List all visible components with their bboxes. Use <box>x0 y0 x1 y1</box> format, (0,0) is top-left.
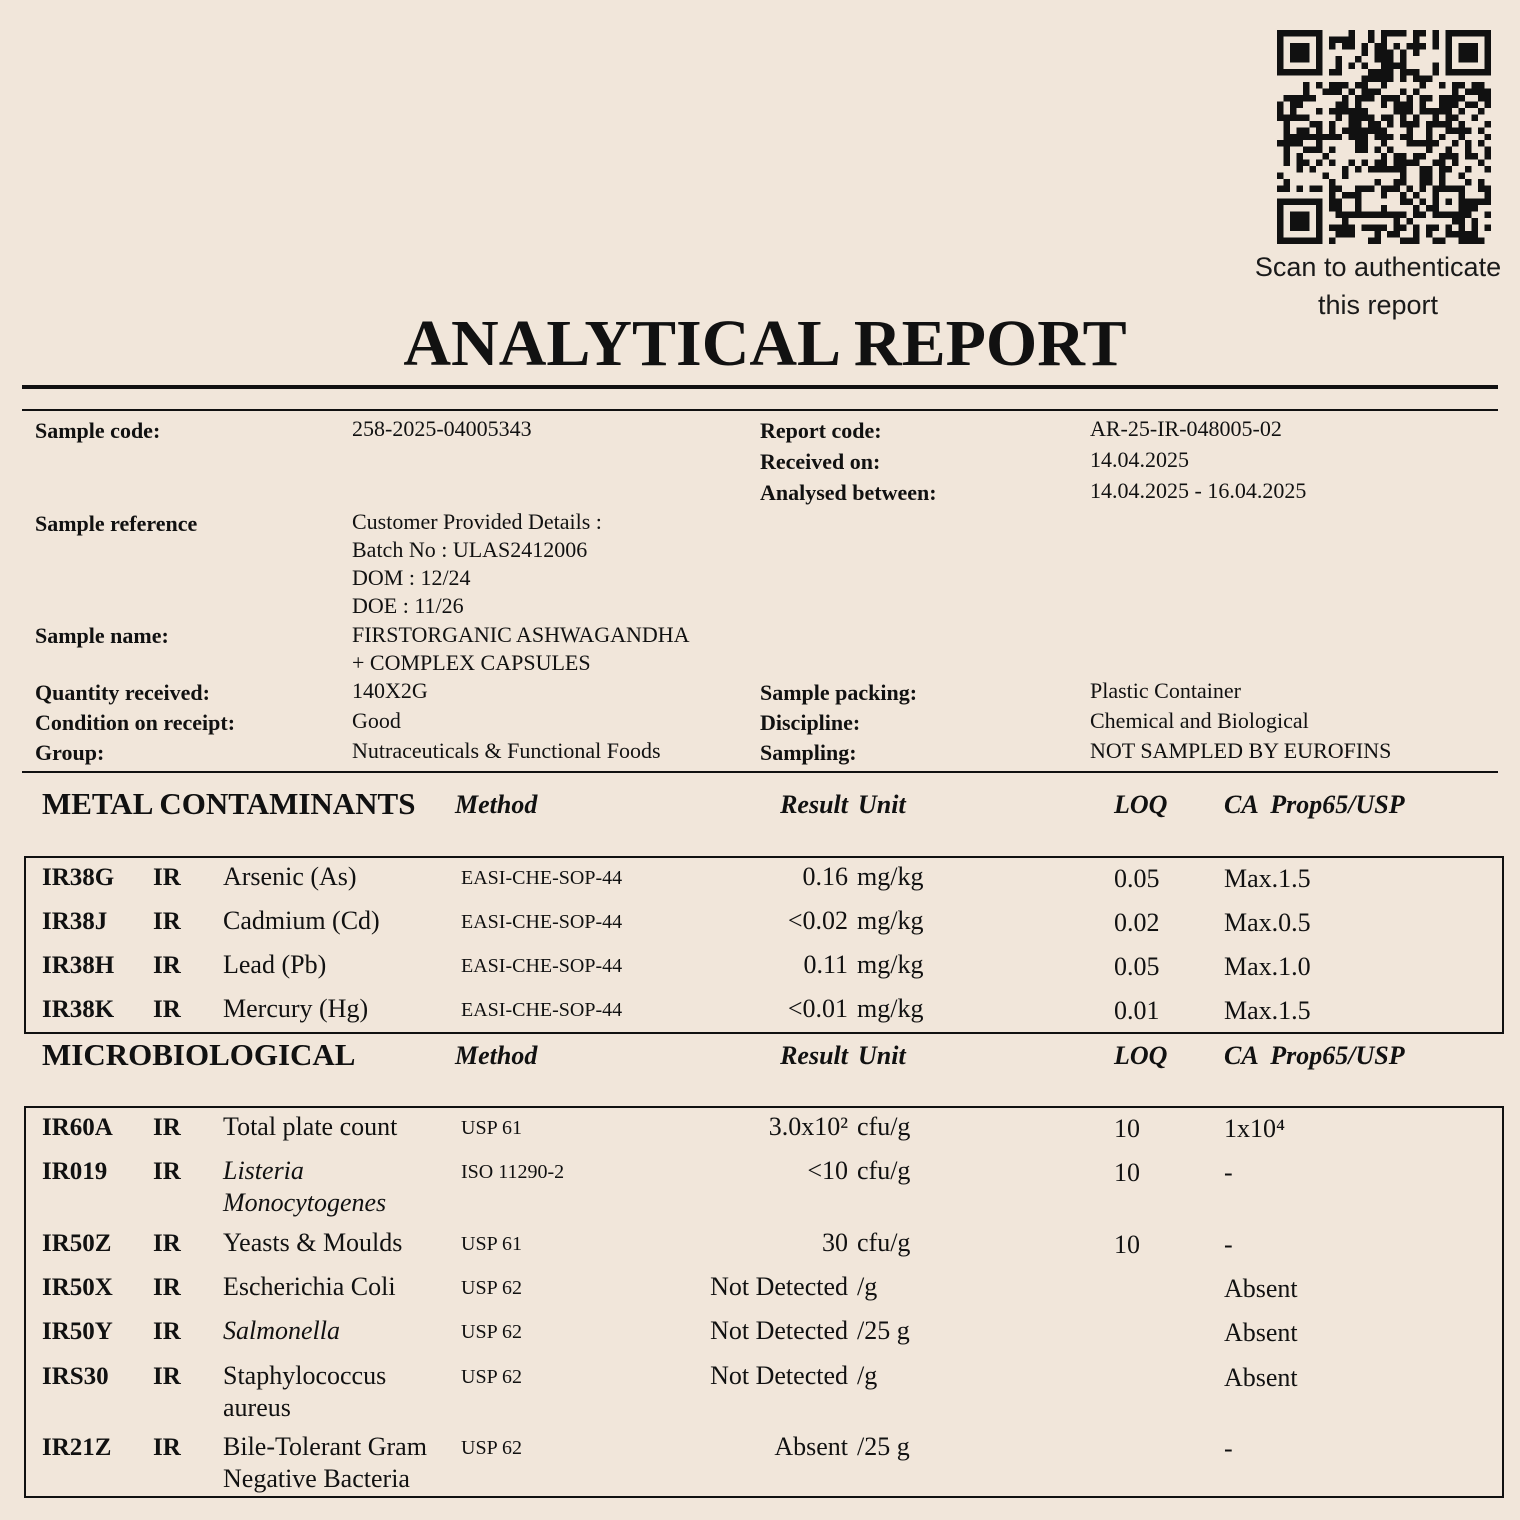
result-value: 3.0x10² <box>768 1112 848 1141</box>
report-code-label: Report code: <box>760 418 882 443</box>
lab-code: IR <box>153 864 181 891</box>
lab-code: IR <box>153 996 181 1023</box>
received-on-label: Received on: <box>760 449 881 474</box>
sample-code-value: 258-2025-04005343 <box>352 416 532 441</box>
test-code: IR50Y <box>42 1318 113 1345</box>
method-code: USP 62 <box>461 1277 522 1299</box>
discipline-value: Chemical and Biological <box>1090 708 1309 733</box>
method-code: EASI-CHE-SOP-44 <box>461 999 623 1021</box>
metals-col-limit: CA Prop65/USP <box>1224 790 1405 819</box>
group-value: Nutraceuticals & Functional Foods <box>352 738 661 763</box>
loq-value: 0.05 <box>1114 864 1160 893</box>
method-code: USP 61 <box>461 1117 522 1139</box>
parameter-name: Staphylococcus <box>223 1361 387 1390</box>
limit-value: Absent <box>1224 1274 1298 1303</box>
unit-value: /g <box>857 1272 878 1301</box>
loq-value: 10 <box>1114 1158 1140 1187</box>
unit-value: mg/kg <box>857 950 924 979</box>
method-code: EASI-CHE-SOP-44 <box>461 911 623 933</box>
limit-value: Max.0.5 <box>1224 908 1311 937</box>
lab-code: IR <box>153 952 181 979</box>
limit-value: Max.1.5 <box>1224 864 1311 893</box>
limit-value: Absent <box>1224 1318 1298 1347</box>
analysed-between-label: Analysed between: <box>760 480 937 505</box>
parameter-name: Escherichia Coli <box>223 1272 396 1301</box>
quantity-value: 140X2G <box>352 678 428 703</box>
result-value: 0.16 <box>802 862 848 891</box>
unit-value: cfu/g <box>857 1112 911 1141</box>
sample-name-label: Sample name: <box>35 623 169 648</box>
method-code: USP 62 <box>461 1366 522 1388</box>
loq-value: 0.05 <box>1114 952 1160 981</box>
result-value: 30 <box>822 1228 848 1257</box>
result-value: 0.11 <box>803 950 848 979</box>
lab-code: IR <box>153 1274 181 1301</box>
test-code: IR38G <box>42 864 115 891</box>
sample-reference-line: Batch No : ULAS2412006 <box>352 537 588 562</box>
test-code: IR50Z <box>42 1230 112 1257</box>
parameter-name: Cadmium (Cd) <box>223 906 380 935</box>
test-code: IRS30 <box>42 1363 109 1390</box>
test-code: IR38J <box>42 908 108 935</box>
condition-label: Condition on receipt: <box>35 710 236 735</box>
condition-value: Good <box>352 708 401 733</box>
method-code: USP 62 <box>461 1437 522 1459</box>
result-value: <0.01 <box>787 994 848 1023</box>
report-code-value: AR-25-IR-048005-02 <box>1090 416 1282 441</box>
lab-code: IR <box>153 1318 181 1345</box>
metals-section-title: METAL CONTAMINANTS <box>42 786 416 821</box>
test-code: IR60A <box>42 1114 113 1141</box>
test-code: IR38H <box>42 952 115 979</box>
method-code: USP 61 <box>461 1233 522 1255</box>
limit-value: - <box>1224 1230 1233 1259</box>
sampling-value: NOT SAMPLED BY EUROFINS <box>1090 738 1392 763</box>
packing-value: Plastic Container <box>1090 678 1241 703</box>
metals-col-method: Method <box>455 790 538 819</box>
parameter-name-line-2: aureus <box>223 1393 291 1422</box>
sample-reference-line: Customer Provided Details : <box>352 509 602 534</box>
parameter-name-line-2: Negative Bacteria <box>223 1464 410 1493</box>
sample-code-label: Sample code: <box>35 418 161 443</box>
parameter-name: Bile-Tolerant Gram <box>223 1432 427 1461</box>
sample-name-line: FIRSTORGANIC ASHWAGANDHA <box>352 622 690 647</box>
title-rule-thin <box>22 409 1498 411</box>
test-code: IR38K <box>42 996 115 1023</box>
qr-caption-line-2: this report <box>1317 290 1439 320</box>
micro-col-method: Method <box>455 1041 538 1070</box>
unit-value: mg/kg <box>857 994 924 1023</box>
qr-code <box>1274 30 1494 244</box>
test-code: IR21Z <box>42 1434 112 1461</box>
unit-value: cfu/g <box>857 1156 911 1185</box>
result-value: Not Detected <box>710 1361 848 1390</box>
parameter-name-line-2: Monocytogenes <box>223 1188 387 1217</box>
limit-value: Absent <box>1224 1363 1298 1392</box>
packing-label: Sample packing: <box>760 680 918 705</box>
sample-reference-line: DOE : 11/26 <box>352 593 464 618</box>
discipline-label: Discipline: <box>760 710 861 735</box>
result-value: <10 <box>807 1156 848 1185</box>
quantity-label: Quantity received: <box>35 680 210 705</box>
title-rule-thick <box>22 385 1498 389</box>
limit-value: 1x10⁴ <box>1224 1114 1286 1143</box>
limit-value: Max.1.0 <box>1224 952 1311 981</box>
sample-name-line: + COMPLEX CAPSULES <box>352 650 591 675</box>
analysed-between-value: 14.04.2025 - 16.04.2025 <box>1090 478 1307 503</box>
limit-value: - <box>1224 1158 1233 1187</box>
micro-col-loq: LOQ <box>1114 1041 1168 1070</box>
sampling-label: Sampling: <box>760 740 857 765</box>
metals-col-loq: LOQ <box>1114 790 1168 819</box>
group-label: Group: <box>35 740 105 765</box>
parameter-name: Yeasts & Moulds <box>223 1228 403 1257</box>
qr-caption-line-1: Scan to authenticate <box>1254 252 1502 282</box>
limit-value: - <box>1224 1434 1233 1463</box>
parameter-name: Lead (Pb) <box>223 950 327 979</box>
parameter-name: Arsenic (As) <box>223 862 357 891</box>
loq-value: 10 <box>1114 1230 1140 1259</box>
lab-code: IR <box>153 1434 181 1461</box>
unit-value: /g <box>857 1361 878 1390</box>
micro-col-result: Result <box>780 1041 848 1070</box>
received-on-value: 14.04.2025 <box>1090 447 1189 472</box>
micro-col-limit: CA Prop65/USP <box>1224 1041 1405 1070</box>
unit-value: /25 g <box>857 1432 910 1461</box>
sample-reference-label: Sample reference <box>35 511 198 536</box>
parameter-name: Listeria <box>223 1156 304 1185</box>
parameter-name: Total plate count <box>223 1112 398 1141</box>
unit-value: /25 g <box>857 1316 910 1345</box>
method-code: EASI-CHE-SOP-44 <box>461 867 623 889</box>
lab-code: IR <box>153 1158 181 1185</box>
test-code: IR019 <box>42 1158 108 1185</box>
metals-col-result: Result <box>780 790 848 819</box>
micro-section-title: MICROBIOLOGICAL <box>42 1037 356 1072</box>
parameter-name: Salmonella <box>223 1316 340 1345</box>
page-title: ANALYTICAL REPORT <box>403 307 1127 380</box>
result-value: Not Detected <box>710 1272 848 1301</box>
loq-value: 0.01 <box>1114 996 1160 1025</box>
lab-code: IR <box>153 1230 181 1257</box>
info-bottom-rule <box>22 771 1498 773</box>
micro-col-unit: Unit <box>858 1041 906 1070</box>
lab-code: IR <box>153 1114 181 1141</box>
unit-value: cfu/g <box>857 1228 911 1257</box>
result-value: Not Detected <box>710 1316 848 1345</box>
result-value: Absent <box>774 1432 848 1461</box>
unit-value: mg/kg <box>857 906 924 935</box>
test-code: IR50X <box>42 1274 113 1301</box>
lab-code: IR <box>153 1363 181 1390</box>
method-code: USP 62 <box>461 1321 522 1343</box>
method-code: EASI-CHE-SOP-44 <box>461 955 623 977</box>
loq-value: 10 <box>1114 1114 1140 1143</box>
result-value: <0.02 <box>787 906 848 935</box>
loq-value: 0.02 <box>1114 908 1160 937</box>
limit-value: Max.1.5 <box>1224 996 1311 1025</box>
method-code: ISO 11290-2 <box>461 1161 565 1183</box>
parameter-name: Mercury (Hg) <box>223 994 369 1023</box>
sample-reference-line: DOM : 12/24 <box>352 565 471 590</box>
lab-code: IR <box>153 908 181 935</box>
unit-value: mg/kg <box>857 862 924 891</box>
metals-col-unit: Unit <box>858 790 906 819</box>
